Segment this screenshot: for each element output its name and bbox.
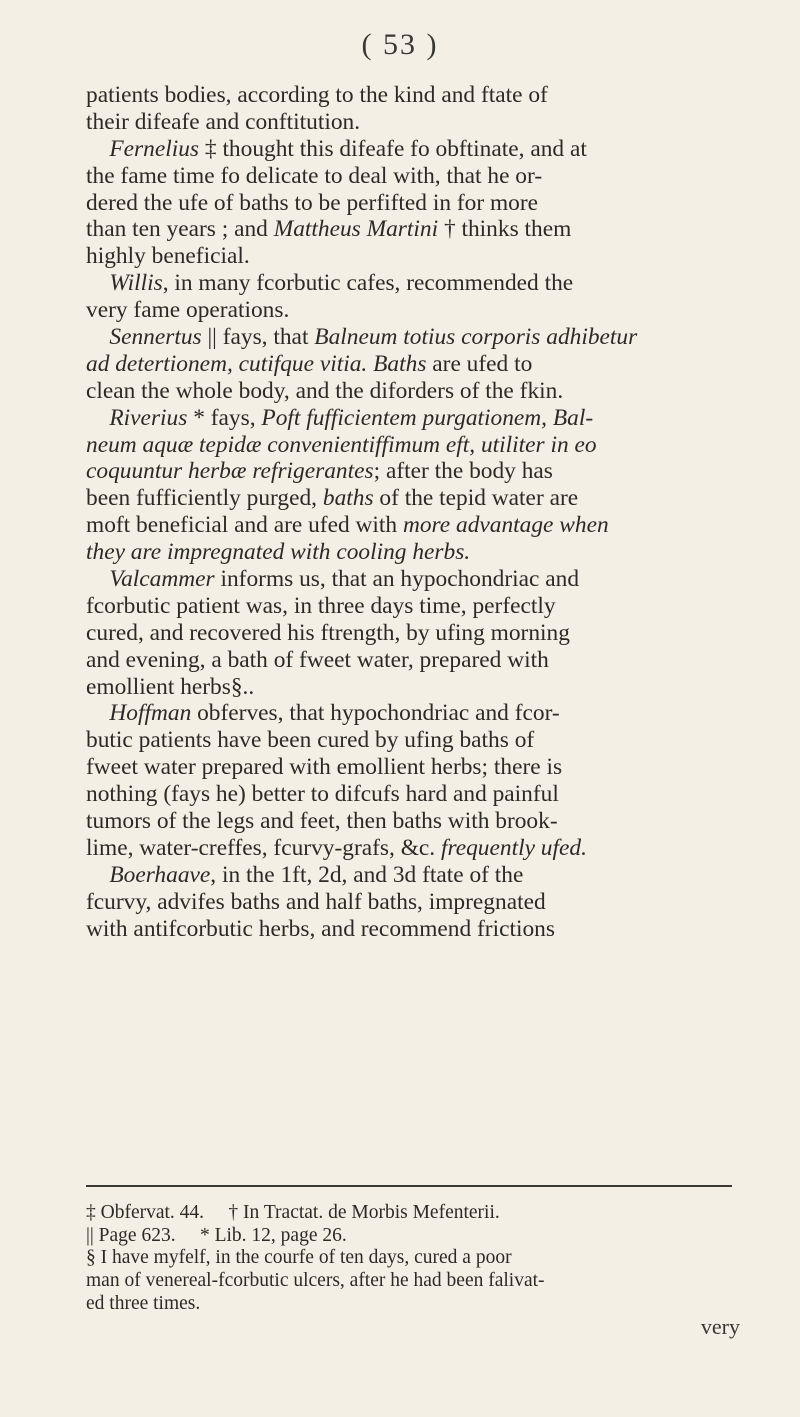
italic-text: Hoffman [109, 700, 192, 727]
text-line [86, 82, 734, 109]
text-line [86, 458, 734, 485]
text-run: nothing (fays he) better to difcufs hard and painful [86, 781, 559, 808]
text-line [86, 808, 734, 835]
text-line [86, 620, 734, 647]
text-line [86, 243, 734, 270]
text-run: very fame operations. [86, 297, 290, 324]
italic-text: Baths [373, 350, 427, 377]
text-run: dered the ufe of baths to be perfifted in for more [86, 189, 539, 216]
text-run: been fufficiently purged, [86, 485, 323, 512]
italic-text: Fernelius [109, 135, 200, 162]
page-number: ( 53 ) [361, 28, 439, 61]
text-run: , in many fcorbutic cafes, recommended the [162, 270, 574, 297]
text-run: their difeafe and conftitution. [86, 108, 361, 135]
text-line [86, 378, 734, 405]
italic-text: Sennertus [109, 324, 202, 351]
text-run: || fays, that [201, 324, 315, 351]
text-run: fcurvy, advifes baths and half baths, impregnated [86, 888, 546, 915]
text-line [86, 754, 734, 781]
italic-text: ad detertionem, cutifque vitia. [86, 350, 368, 377]
text-line [86, 647, 734, 674]
text-line [86, 136, 734, 163]
footnotes [86, 1202, 734, 1315]
text-line [86, 351, 734, 378]
footnote-rule [86, 1185, 732, 1187]
italic-text: coquuntur herbæ refrigerantes [86, 458, 374, 485]
text-run: ; after the body has [373, 458, 553, 485]
footnote-line: ed three times. [86, 1292, 201, 1314]
text-run: the fame time fo delicate to deal with, that he or- [86, 162, 543, 189]
text-run: of the tepid water are [373, 485, 579, 512]
text-run: tumors of the legs and feet, then baths with brook- [86, 808, 558, 835]
text-run [86, 405, 109, 431]
text-line [86, 781, 734, 808]
text-run [86, 136, 109, 162]
text-run: lime, water-creffes, fcurvy-grafs, &c. [86, 834, 441, 861]
text-run: than ten years ; and [86, 216, 274, 243]
text-run [86, 862, 109, 888]
text-run: with antifcorbutic herbs, and recommend frictions [86, 915, 555, 942]
body-text [86, 82, 734, 943]
text-line [86, 916, 734, 943]
catchword: very [700, 1314, 740, 1339]
text-run: cured, and recovered his ftrength, by ufing morning [86, 619, 570, 646]
text-run [86, 270, 109, 296]
italic-text: Boerhaave [109, 861, 211, 888]
text-line [86, 835, 734, 862]
footnote-line: § I have myfelf, in the courfe of ten days, cured a poor [86, 1247, 512, 1269]
text-line [86, 297, 734, 324]
text-line [86, 216, 734, 243]
text-line [86, 270, 734, 297]
italic-text: neum aquæ tepidæ convenientiffimum eft, utiliter in eo [86, 431, 597, 458]
italic-text: baths [322, 485, 374, 512]
text-run: moft beneficial and are ufed with [86, 512, 403, 539]
text-run: informs us, that an hypochondriac and [214, 566, 580, 593]
text-run: patients bodies, according to the kind and ftate of [86, 82, 548, 108]
footnote-line: || Page 623. * Lib. 12, page 26. [86, 1224, 347, 1246]
footnote-line: ‡ Obfervat. 44. † In Tractat. de Morbis Mefenterii. [86, 1202, 500, 1223]
text-line [86, 163, 734, 190]
text-run: and evening, a bath of fweet water, prepared with [86, 646, 549, 673]
text-run: obferves, that hypochondriac and fcor- [191, 700, 560, 727]
text-line [86, 862, 734, 889]
italic-text: Riverius [109, 404, 188, 431]
italic-text: more advantage when [402, 512, 609, 539]
text-run [86, 324, 109, 350]
text-line [86, 674, 734, 701]
italic-text: Poft fufficientem purgationem, Bal- [261, 404, 594, 431]
footnote-line: man of venereal-fcorbutic ulcers, after he had been falivat- [86, 1270, 545, 1292]
text-line [86, 566, 734, 593]
text-line [86, 539, 734, 566]
italic-text: Willis [109, 270, 163, 297]
text-line [86, 432, 734, 459]
text-line [86, 485, 734, 512]
text-line [86, 512, 734, 539]
text-run: are ufed to [426, 350, 533, 377]
text-run: , in the 1ft, 2d, and 3d ftate of the [210, 861, 524, 888]
italic-text: frequently ufed. [440, 834, 587, 861]
text-line [86, 727, 734, 754]
text-run: highly beneficial. [86, 243, 250, 270]
text-line [86, 405, 734, 432]
text-run: fcorbutic patient was, in three days time, perfectly [86, 592, 556, 619]
text-line [86, 190, 734, 217]
italic-text: Valcammer [109, 566, 215, 593]
italic-text: Balneum totius corporis adhibetur [314, 324, 638, 351]
text-run: * fays, [187, 404, 262, 431]
text-line [86, 324, 734, 351]
text-line [86, 593, 734, 620]
text-line [86, 889, 734, 916]
text-run: butic patients have been cured by ufing baths of [86, 727, 535, 754]
text-run [86, 700, 109, 726]
text-line [86, 109, 734, 136]
italic-text: they are impregnated with cooling herbs. [86, 539, 471, 566]
italic-text: Mattheus Martini [273, 216, 439, 243]
text-run: emollient herbs§.. [86, 673, 255, 700]
text-run: clean the whole body, and the diforders of the fkin. [86, 377, 564, 404]
text-run: ‡ thought this difeafe fo obftinate, and at [199, 135, 587, 162]
text-run: † thinks them [438, 216, 572, 243]
text-run [86, 566, 109, 592]
text-line [86, 700, 734, 727]
text-run: fweet water prepared with emollient herbs; there is [86, 754, 563, 781]
